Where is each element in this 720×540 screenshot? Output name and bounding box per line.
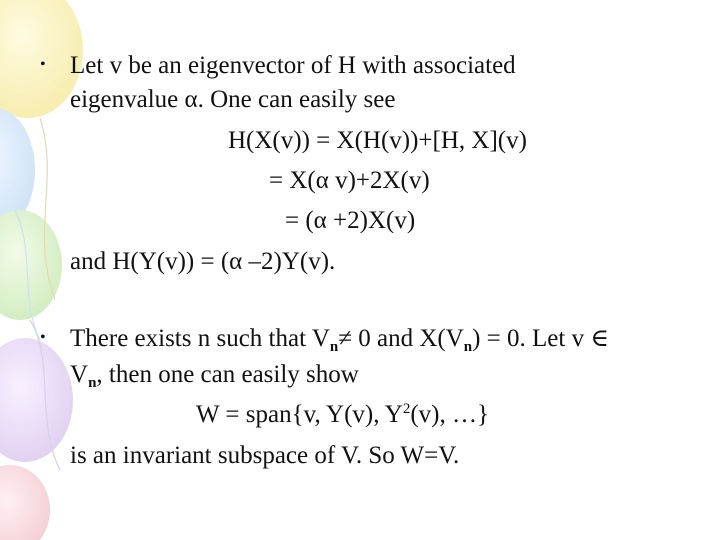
subscript: n xyxy=(88,375,97,391)
equation-line1: H(X(v)) = X(H(v))+[H, X](v) xyxy=(228,127,527,154)
bullet2-line3: is an invariant subspace of V. So W=V. xyxy=(70,442,460,469)
bullet-marker: • xyxy=(40,56,46,73)
bullet-marker: • xyxy=(40,329,46,346)
text: W = span{v, Y(v), Y xyxy=(196,401,403,428)
subscript: n xyxy=(463,339,473,355)
text: , then one can easily show xyxy=(96,361,359,388)
bullet1-line1: Let v be an eigenvector of H with associated xyxy=(70,52,516,79)
bullet1-line3: and H(Y(v)) = (α –2)Y(v). xyxy=(70,248,336,275)
bullet2-line1 xyxy=(70,326,609,355)
text: V xyxy=(70,361,89,388)
text: ≠ 0 and X(V xyxy=(338,325,464,352)
text: ) = 0. Let v ∈ xyxy=(472,325,609,352)
superscript: 2 xyxy=(402,401,411,417)
equation-span xyxy=(196,402,489,427)
equation-line3: = (α +2)X(v) xyxy=(285,207,416,234)
text: There exists n such that V xyxy=(70,325,330,352)
subscript: n xyxy=(329,339,339,355)
bullet2-line2 xyxy=(70,362,359,391)
equation-line2: = X(α v)+2X(v) xyxy=(269,167,430,194)
text: (v), …} xyxy=(410,401,490,428)
bullet1-line2: eigenvalue α. One can easily see xyxy=(70,86,396,113)
